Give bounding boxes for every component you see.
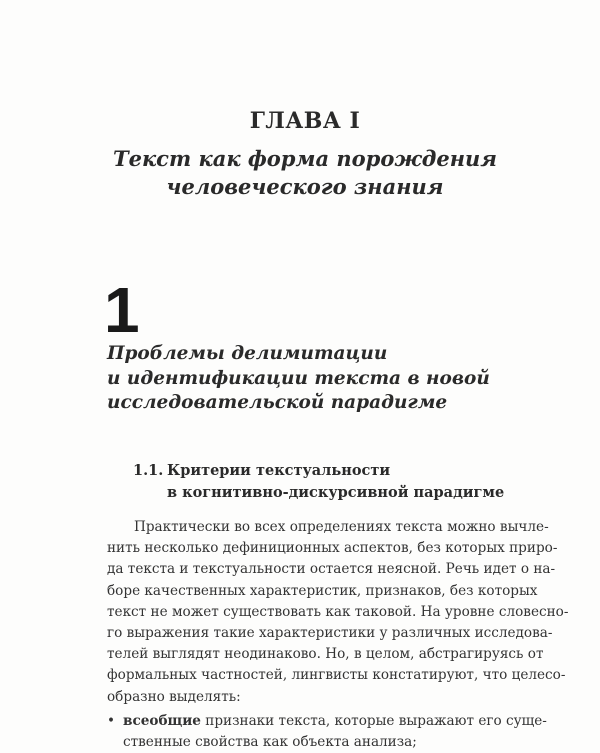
- chapter-title-line: человеческого знания: [166, 174, 444, 199]
- bullet-line: ственные свойства как объекта анализа;: [123, 734, 417, 751]
- section-title-line: Проблемы делимитации: [107, 343, 388, 364]
- bullet-text: признаки текста, которые выражают его суще-: [200, 712, 547, 729]
- body-line: боре качественных характеристик, признаков, без которых: [107, 582, 538, 599]
- body-line: нить несколько дефиниционных аспектов, без которых приро-: [107, 540, 558, 557]
- body-line: Практически во всех определениях текста можно вычле-: [134, 519, 549, 535]
- body-line: да текста и текстуальности остается неясной. Речь идет о на-: [107, 561, 556, 578]
- bullet-item: [107, 711, 547, 753]
- bullet-marker: •: [107, 712, 116, 729]
- subsection-number: 1.1.: [133, 462, 164, 479]
- body-line: формальных частностей, лингвисты констатируют, что целесо-: [107, 667, 566, 684]
- bullet-line: [123, 711, 547, 732]
- section-title-line: и идентификации текста в новой: [107, 367, 490, 389]
- section-number: 1: [104, 274, 140, 346]
- subsection-title-line: в когнитивно-дискурсивной парадигме: [167, 484, 505, 501]
- body-line: образно выделять:: [107, 688, 241, 705]
- subsection-title-line: Критерии текстуальности: [167, 462, 391, 479]
- section-title-line: исследовательской парадигме: [107, 392, 448, 413]
- bullet-bold-term: всеобщие: [123, 712, 201, 729]
- chapter-title-line: Текст как форма порождения: [112, 146, 497, 171]
- section-title: [107, 342, 490, 416]
- body-text: [107, 517, 569, 753]
- body-line: текст не может существовать как таковой. На уровне словесно-: [107, 603, 569, 620]
- body-line: го выражения такие характеристики у различных исследова-: [107, 625, 553, 642]
- subsection-heading: [133, 460, 504, 504]
- chapter-label: ГЛАВА I: [249, 108, 361, 134]
- chapter-title: [0, 145, 600, 201]
- body-line: телей выглядят неодинаково. Но, в целом, абстрагируясь от: [107, 646, 544, 663]
